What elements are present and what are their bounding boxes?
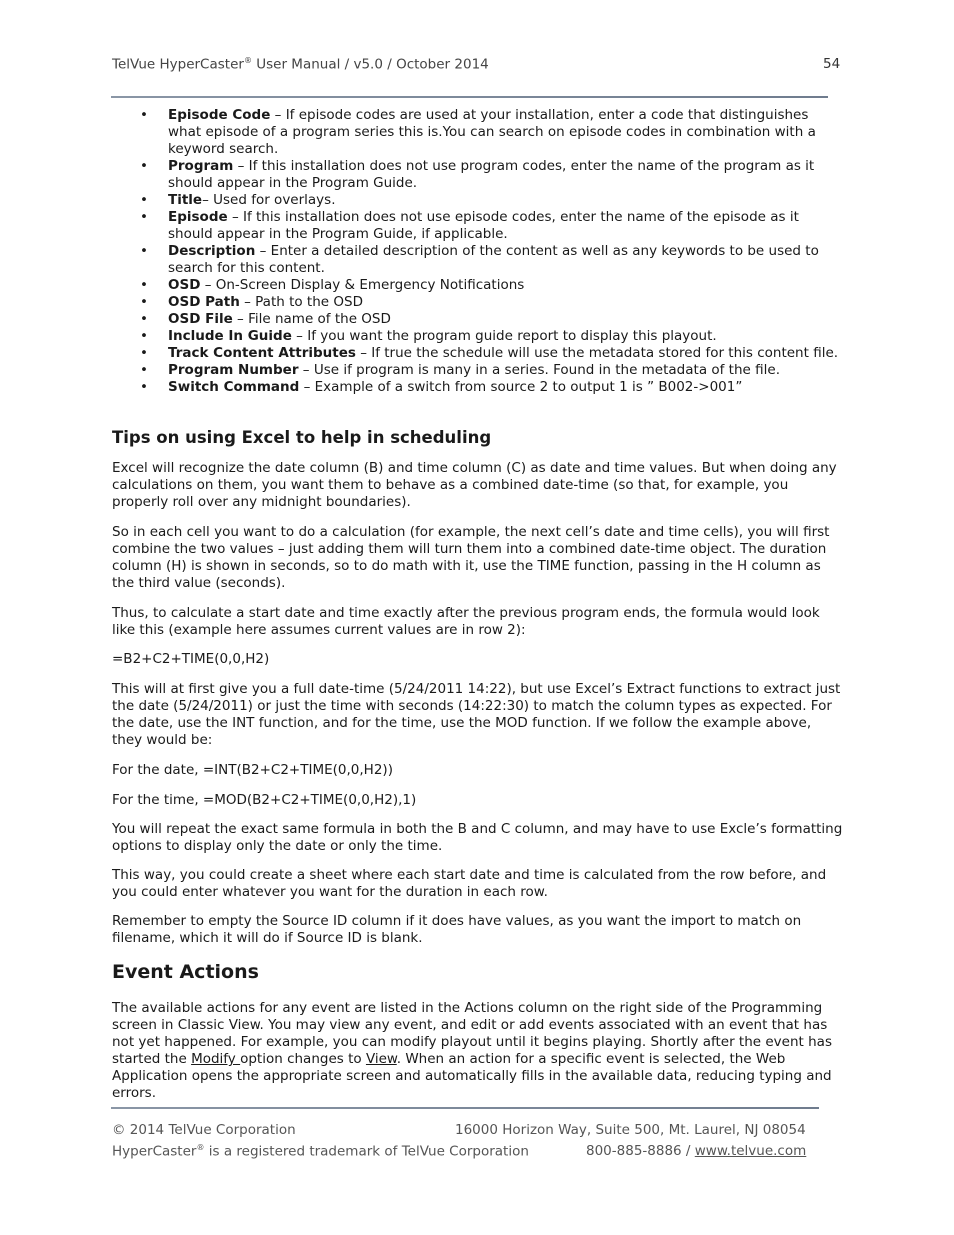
modify-term: Modify [191, 1051, 241, 1067]
list-item-text: – Path to the OSD [239, 294, 363, 310]
registered-mark: ® [196, 1143, 205, 1152]
list-item [112, 158, 842, 192]
list-item [112, 243, 842, 277]
field-list [112, 107, 842, 396]
footer-phone: 800-885-8886 / [586, 1143, 695, 1159]
list-item-term: Track Content Attributes [168, 345, 356, 361]
list-item-text: – File name of the OSD [232, 311, 391, 327]
paragraph-text: The available actions for any event are listed in the Actions column on the right side of the Programming screen in Classic View. You may view any event, and edit or add events associated with an event that has not yet happened. For example, you can modify playout until it begins playing. Shortly after the event has started the [112, 1000, 832, 1067]
paragraph: You will repeat the exact same formula in both the B and C column, and may have to use Excle’s formatting options to display only the date or only the time. [112, 821, 843, 854]
list-item-text: – If you want the program guide report to display this playout. [291, 328, 717, 344]
bullet-icon: • [140, 277, 148, 293]
list-item-text: – Used for overlays. [202, 192, 336, 208]
list-item [112, 311, 842, 328]
list-item-text: – Example of a switch from source 2 to output 1 is ” B002->001” [299, 379, 743, 395]
list-item-term: OSD File [168, 311, 233, 327]
list-item [112, 107, 842, 158]
list-item-text: – On-Screen Display & Emergency Notifications [200, 277, 525, 293]
footer-divider [111, 1107, 819, 1109]
list-item [112, 277, 842, 294]
list-item-text: – If true the schedule will use the metadata stored for this content file. [355, 345, 839, 361]
list-item-term: Include In Guide [168, 328, 292, 344]
list-item-term: Episode Code [168, 107, 271, 123]
header-divider [111, 96, 828, 98]
list-item-term: OSD Path [168, 294, 240, 310]
paragraph: Thus, to calculate a start date and time exactly after the previous program ends, the formula would look like this (example here assumes current values are in row 2): [112, 605, 820, 638]
list-item [112, 209, 842, 243]
paragraph: Remember to empty the Source ID column if it does have values, as you want the import to match on filename, which it will do if Source ID is blank. [112, 913, 802, 946]
list-item-term: OSD [168, 277, 201, 293]
section-heading-event-actions: Event Actions [112, 961, 259, 983]
list-item [112, 192, 842, 209]
list-item [112, 345, 842, 362]
header-title-prefix: TelVue HyperCaster [112, 56, 244, 73]
paragraph: Excel will recognize the date column (B) and time column (C) as date and time values. But when doing any calculations on them, you want them to behave as a combined date-time (so that, for example, you properly roll over any midnight boundaries). [112, 460, 837, 510]
paragraph-text: option changes to [240, 1051, 366, 1067]
list-item-text: – If this installation does not use episode codes, enter the name of the episode as it should appear in the Program Guide, if applicable. [168, 209, 799, 242]
footer-copyright: © 2014 TelVue Corporation [112, 1122, 296, 1138]
list-item-text: – If this installation does not use program codes, enter the name of the program as it should appear in the Program Guide. [168, 158, 815, 191]
list-item [112, 294, 842, 311]
list-item-term: Program [168, 158, 234, 174]
bullet-icon: • [140, 362, 148, 378]
view-term: View [365, 1051, 397, 1067]
bullet-icon: • [140, 294, 148, 310]
paragraph-text: . When an action for a specific event is selected, the Web Application opens the appropriate screen and automatically fills in the available data, reducing typing and errors. [112, 1051, 832, 1101]
website-link[interactable]: www.telvue.com [694, 1143, 807, 1159]
list-item-term: Title [168, 192, 203, 208]
registered-mark: ® [243, 56, 252, 65]
paragraph: This way, you could create a sheet where each start date and time is calculated from the row before, and you could enter whatever you want for the duration in each row. [112, 867, 827, 900]
bullet-icon: • [140, 209, 148, 225]
list-item [112, 362, 842, 379]
list-item-term: Description [168, 243, 256, 259]
bullet-icon: • [140, 243, 148, 259]
bullet-icon: • [140, 192, 148, 208]
bullet-icon: • [140, 107, 148, 123]
list-item-term: Program Number [168, 362, 299, 378]
section-heading-excel-tips: Tips on using Excel to help in scheduling [112, 428, 492, 447]
formula-text: For the time, =MOD(B2+C2+TIME(0,0,H2),1) [112, 792, 417, 808]
bullet-icon: • [140, 158, 148, 174]
paragraph [112, 1000, 844, 1102]
paragraph: So in each cell you want to do a calculation (for example, the next cell’s date and time cells), you will first combine the two values – just adding them will turn them into a combined date-time object. The duration column (H) is shown in seconds, so to do math with it, use the TIME function, passing in the H column as the third value (seconds). [112, 524, 830, 591]
list-item-term: Switch Command [168, 379, 300, 395]
formula-text: =B2+C2+TIME(0,0,H2) [112, 651, 270, 667]
bullet-icon: • [140, 379, 148, 395]
list-item-text: – Enter a detailed description of the content as well as any keywords to be used to search for this content. [168, 243, 819, 276]
list-item-text: – If episode codes are used at your installation, enter a code that distinguishes what episode of a program series this is.You can search on episode codes in combination with a keyword search. [168, 107, 816, 157]
bullet-icon: • [140, 311, 148, 327]
list-item-text: – Use if program is many in a series. Found in the metadata of the file. [298, 362, 780, 378]
header-title-suffix: User Manual / v5.0 / October 2014 [251, 56, 489, 73]
footer-contact [586, 1143, 806, 1159]
list-item [112, 379, 842, 396]
footer-trademark-suffix: is a registered trademark of TelVue Corporation [204, 1143, 529, 1160]
footer-address: 16000 Horizon Way, Suite 500, Mt. Laurel, NJ 08054 [455, 1122, 806, 1138]
formula-text: For the date, =INT(B2+C2+TIME(0,0,H2)) [112, 762, 393, 778]
paragraph: This will at first give you a full date-time (5/24/2011 14:22), but use Excel’s Extract functions to extract just the date (5/24/2011) or just the time with seconds (14:22:30) to match the column types as expected. For the date, use the INT function, and for the time, use the MOD function. If we follow the example above, they would be: [112, 681, 841, 748]
header-title [112, 56, 489, 73]
footer-trademark-prefix: HyperCaster [112, 1143, 197, 1160]
list-item-term: Episode [168, 209, 228, 225]
page-number: 54 [823, 56, 841, 72]
footer-trademark [112, 1143, 529, 1160]
list-item [112, 328, 842, 345]
bullet-icon: • [140, 328, 148, 344]
bullet-icon: • [140, 345, 148, 361]
